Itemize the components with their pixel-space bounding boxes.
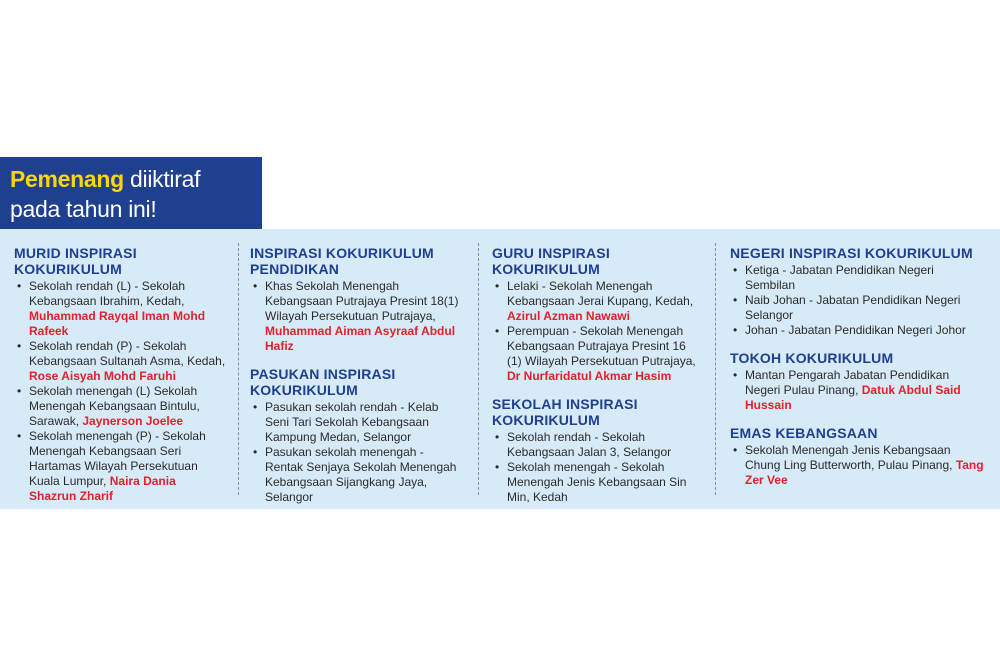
winner-name: Azirul Azman Nawawi: [507, 309, 630, 323]
list-item: [730, 443, 985, 488]
list-item: [492, 430, 702, 460]
item-text: Sekolah Menengah Jenis Kebangsaan Chung Ling Butterworth, Pulau Pinang,: [745, 443, 953, 472]
section-title-sekolah: SEKOLAH INSPIRASI KOKURIKULUM: [492, 396, 638, 428]
section-title-negeri: NEGERI INSPIRASI KOKURIKULUM: [730, 245, 973, 261]
item-text: Johan - Jabatan Pendidikan Negeri Johor: [745, 323, 966, 337]
item-text: Pasukan sekolah rendah - Kelab Seni Tari Sekolah Kebangsaan Kampung Medan, Selangor: [265, 400, 439, 444]
header-banner: [0, 157, 262, 229]
list-item: [492, 279, 702, 324]
list-negeri: [730, 263, 985, 338]
item-text: Sekolah menengah - Sekolah Menengah Jenis Kebangsaan Sin Min, Kedah: [507, 460, 687, 504]
list-pasukan: [250, 400, 465, 505]
list-item: [14, 429, 226, 504]
list-item: [730, 323, 985, 338]
winner-name: Dr Nurfaridatul Akmar Hasim: [507, 369, 672, 383]
list-item: [250, 279, 465, 354]
section-title-inspirasi-pendidikan: INSPIRASI KOKURIKULUM PENDIDIKAN: [250, 245, 434, 277]
list-inspirasi-pendidikan: [250, 279, 465, 354]
winner-name: Naira Dania Shazrun Zharif: [29, 474, 176, 503]
header-title-line-2: pada tahun ini!: [10, 196, 157, 222]
winner-name: Muhammad Aiman Asyraaf Abdul Hafiz: [265, 324, 456, 353]
column-4: [730, 245, 985, 488]
list-item: [492, 460, 702, 505]
list-item: [14, 279, 226, 339]
item-text: Sekolah rendah (L) - Sekolah Kebangsaan Ibrahim, Kedah,: [29, 279, 186, 308]
item-text: Khas Sekolah Menengah Kebangsaan Putrajaya Presint 18(1) Wilayah Persekutuan Putrajaya,: [265, 279, 459, 323]
section-title-emas: EMAS KEBANGSAAN: [730, 425, 878, 441]
column-1: [14, 245, 226, 504]
list-item: [250, 445, 465, 505]
item-text: Mantan Pengarah Jabatan Pendidikan Negeri Pulau Pinang,: [745, 368, 950, 397]
winner-name: Tang Zer Vee: [745, 458, 984, 487]
winner-name: Muhammad Rayqal Iman Mohd Rafeek: [29, 309, 206, 338]
item-text: Sekolah menengah (P) - Sekolah Menengah Kebangsaan Seri Hartamas Wilayah Persekutuan Kuala Lumpur,: [29, 429, 206, 488]
section-title-tokoh: TOKOH KOKURIKULUM: [730, 350, 894, 366]
column-divider: [238, 243, 239, 495]
winner-name: Rose Aisyah Mohd Faruhi: [29, 369, 176, 383]
header-title-line-1: [10, 166, 200, 193]
item-text: Naib Johan - Jabatan Pendidikan Negeri Selangor: [745, 293, 961, 322]
list-item: [730, 293, 985, 323]
winner-name: Datuk Abdul Said Hussain: [745, 383, 961, 412]
item-text: Sekolah rendah (P) - Sekolah Kebangsaan Sultanah Asma, Kedah,: [29, 339, 226, 368]
header-title-rest: diiktiraf: [123, 166, 201, 192]
header-highlight: Pemenang: [10, 166, 124, 192]
list-item: [730, 263, 985, 293]
list-murid: [14, 279, 226, 504]
column-divider: [478, 243, 479, 495]
column-2: [250, 245, 465, 505]
list-item: [492, 324, 702, 384]
list-sekolah: [492, 430, 702, 505]
column-divider: [715, 243, 716, 495]
item-text: Lelaki - Sekolah Menengah Kebangsaan Jerai Kupang, Kedah,: [507, 279, 694, 308]
item-text: Perempuan - Sekolah Menengah Kebangsaan Putrajaya Presint 16 (1) Wilayah Persekutuan Putrajaya,: [507, 324, 696, 368]
section-title-pasukan: PASUKAN INSPIRASI KOKURIKULUM: [250, 366, 396, 398]
list-item: [14, 339, 226, 384]
list-item: [14, 384, 226, 429]
item-text: Sekolah menengah (L) Sekolah Menengah Kebangsaan Bintulu, Sarawak,: [29, 384, 200, 428]
column-3: [492, 245, 702, 505]
list-tokoh: [730, 368, 985, 413]
item-text: Ketiga - Jabatan Pendidikan Negeri Sembilan: [745, 263, 934, 292]
item-text: Pasukan sekolah menengah - Rentak Senjaya Sekolah Menengah Kebangsaan Sijangkang Jaya, Selangor: [265, 445, 457, 504]
list-item: [250, 400, 465, 445]
winners-panel: [0, 229, 1000, 509]
section-title-guru: GURU INSPIRASI KOKURIKULUM: [492, 245, 610, 277]
winner-name: Jaynerson Joelee: [82, 414, 184, 428]
item-text: Sekolah rendah - Sekolah Kebangsaan Jalan 3, Selangor: [507, 430, 672, 459]
list-emas: [730, 443, 985, 488]
list-item: [730, 368, 985, 413]
list-guru: [492, 279, 702, 384]
section-title-murid: MURID INSPIRASI KOKURIKULUM: [14, 245, 137, 277]
